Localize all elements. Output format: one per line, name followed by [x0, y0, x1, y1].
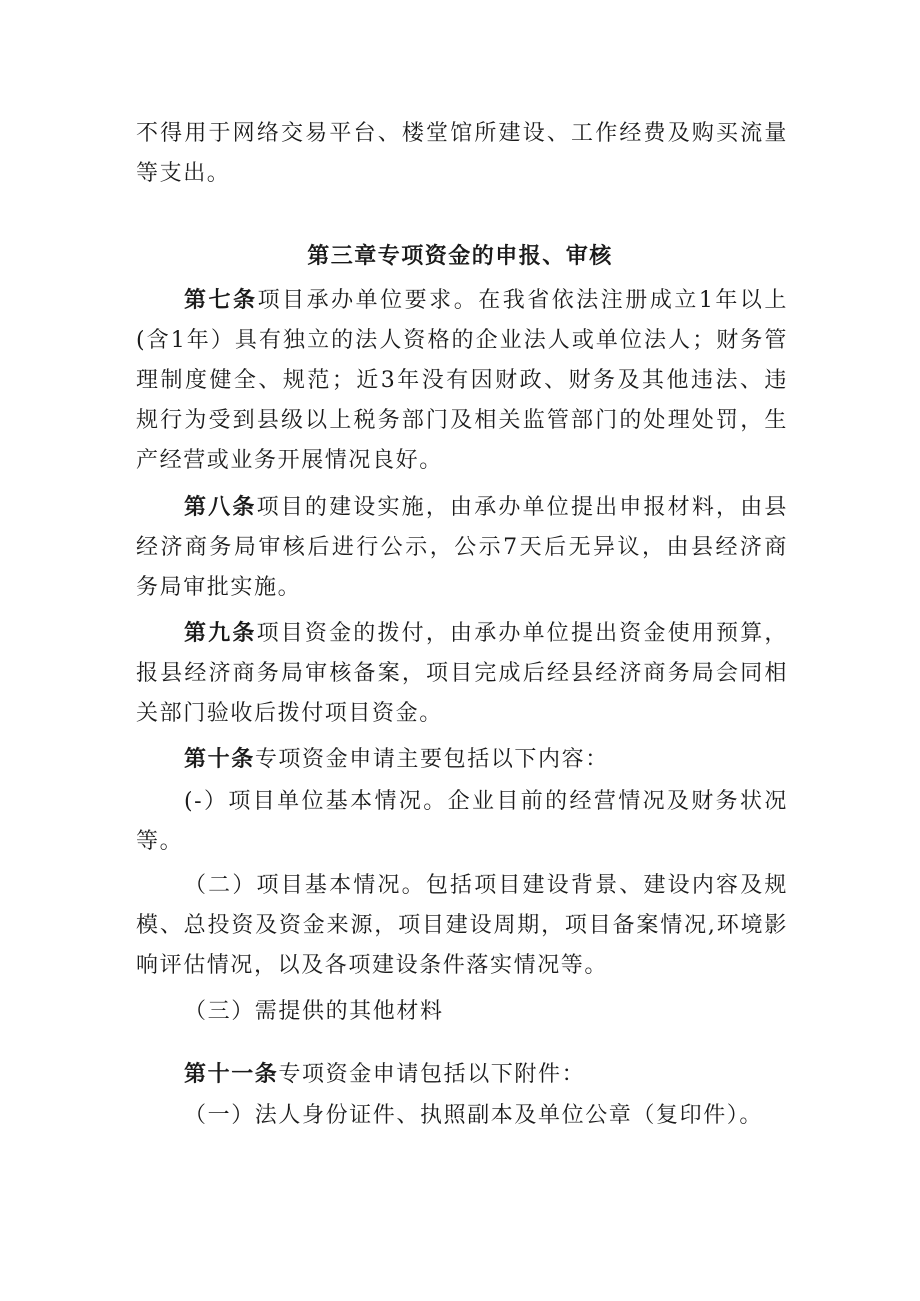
- article-10-text: 专项资金申请主要包括以下内容：: [254, 747, 609, 772]
- article-10-item-2: （二）项目基本情况。包括项目建设背景、建设内容及规模、总投资及资金来源，项目建设周期，项目备案情况,环境影响评估情况，以及各项建设条件落实情况等。: [136, 873, 788, 978]
- article-9-lead: 第九条: [184, 620, 257, 646]
- article-8: [136, 487, 788, 608]
- article-11-item-1: （一）法人身份证件、执照副本及单位公章（复印件）。: [184, 1103, 764, 1128]
- article-10-item-1: (-）项目单位基本情况。企业目前的经营情况及财务状况等。: [136, 789, 788, 854]
- article-8-lead: 第八条: [184, 494, 257, 520]
- article-11-lead: 第十一条: [184, 1061, 279, 1087]
- article-7-text: 项目承办单位要求。在我省依法注册成立1年以上(含1年）具有独立的法人资格的企业法人或单位法人；财务管理制度健全、规范；近3年没有因财政、财务及其他违法、违规行为受到县级以上税务部门及相关监管部门的处理处罚，生产经营或业务开展情况良好。: [136, 288, 788, 473]
- chapter-title: 第三章专项资金的申报、审核: [307, 243, 613, 269]
- paragraph-continuation: 不得用于网络交易平台、楼堂馆所建设、工作经费及购买流量等支出。: [136, 121, 788, 186]
- article-9-text: 项目资金的拨付，由承办单位提出资金使用预算，报县经济商务局审核备案，项目完成后经县经济商务局会同相关部门验收后拨付项目资金。: [136, 621, 789, 726]
- article-10: [136, 739, 788, 780]
- article-8-text: 项目的建设实施，由承办单位提出申报材料，由县经济商务局审核后进行公示，公示7天后无异议，由县经济商务局审批实施。: [136, 495, 789, 600]
- article-9: [136, 613, 788, 734]
- article-11-text: 专项资金申请包括以下附件：: [278, 1062, 586, 1087]
- article-10-item-3: （三）需提供的其他材料: [184, 999, 444, 1024]
- article-7-lead: 第七条: [184, 287, 258, 313]
- article-7: [136, 280, 788, 481]
- article-11: [136, 1054, 788, 1095]
- article-10-lead: 第十条: [184, 746, 255, 772]
